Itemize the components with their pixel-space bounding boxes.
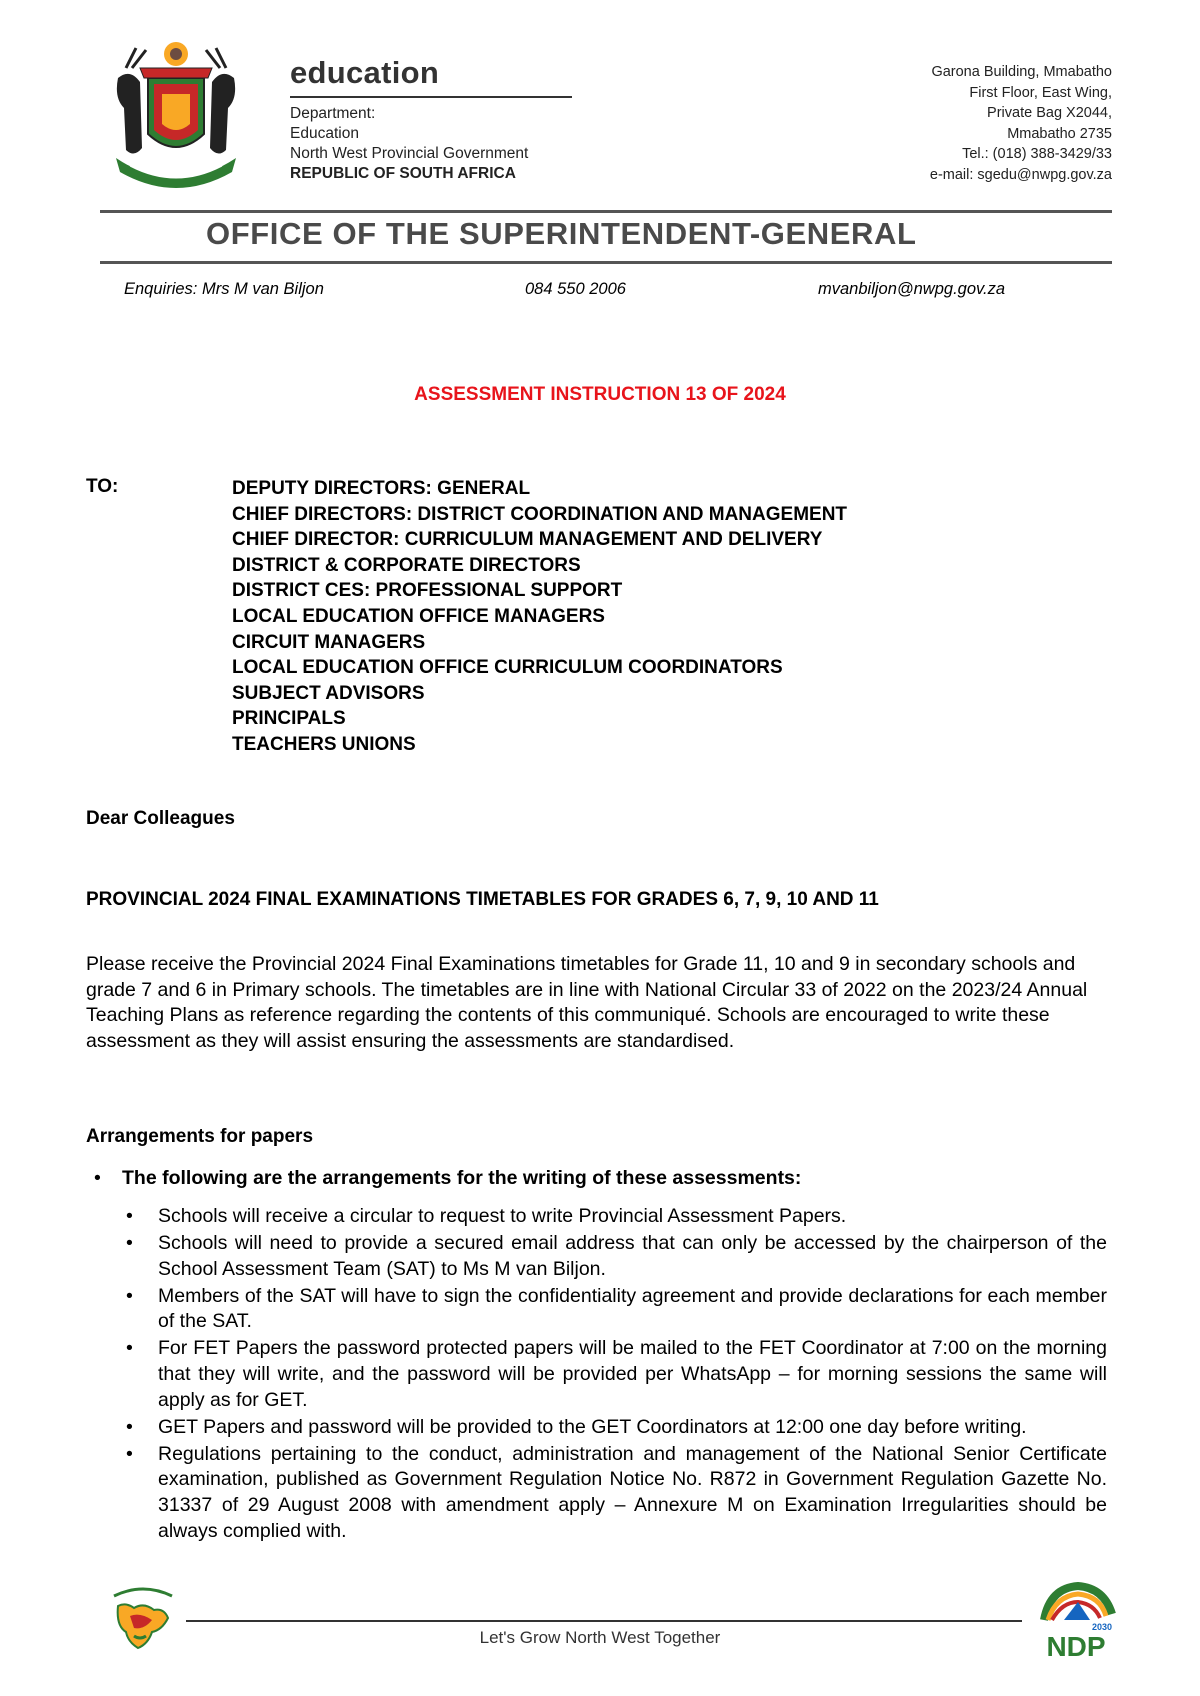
arrangement-item bbox=[122, 1442, 1107, 1544]
arrangement-text: Regulations pertaining to the conduct, administration and management of the National Senior Certificate examination, published as Government Regulation Notice No. R872 in Government Regulation Gazette No. 31337 of 29 August 2008 with amendment apply – Annexure M on Examination Irregularities should be always complied with. bbox=[158, 1442, 1107, 1542]
department-line: Education bbox=[290, 125, 359, 142]
bullet-glyph: • bbox=[126, 1337, 133, 1360]
address-line: Private Bag X2044, bbox=[987, 105, 1112, 121]
office-title: OFFICE OF THE SUPERINTENDENT-GENERAL bbox=[206, 216, 917, 251]
arrangement-text: For FET Papers the password protected papers will be mailed to the FET Coordinator at 7:00 on the morning that they will write, and the password will be provided per WhatsApp – for morning sessions the same will apply as for GET. bbox=[158, 1337, 1107, 1411]
department-title: education bbox=[290, 55, 440, 90]
recipient-item: LOCAL EDUCATION OFFICE MANAGERS bbox=[232, 605, 605, 627]
to-label: TO: bbox=[86, 476, 119, 497]
bullet-glyph: • bbox=[94, 1167, 101, 1189]
recipients-list bbox=[232, 476, 847, 758]
arrangement-item bbox=[122, 1231, 1107, 1282]
arrangement-text: Schools will need to provide a secured email address that can only be accessed by the chairperson of the School Assessment Team (SAT) to Ms M van Biljon. bbox=[158, 1232, 1107, 1280]
subject-heading: PROVINCIAL 2024 FINAL EXAMINATIONS TIMETABLES FOR GRADES 6, 7, 9, 10 AND 11 bbox=[86, 889, 879, 910]
department-country: REPUBLIC OF SOUTH AFRICA bbox=[290, 165, 516, 182]
arrangements-list bbox=[122, 1204, 1107, 1546]
recipient-item: SUBJECT ADVISORS bbox=[232, 682, 425, 704]
instruction-title: ASSESSMENT INSTRUCTION 13 OF 2024 bbox=[414, 384, 786, 405]
bullet-glyph: • bbox=[126, 1232, 133, 1255]
recipient-item: DISTRICT & CORPORATE DIRECTORS bbox=[232, 554, 581, 576]
ndp-2030-logo bbox=[1034, 1580, 1118, 1668]
address-line: First Floor, East Wing, bbox=[969, 84, 1112, 101]
arrangements-heading: Arrangements for papers bbox=[86, 1126, 314, 1147]
department-line: North West Provincial Government bbox=[290, 145, 529, 162]
address-email: e-mail: sgedu@nwpg.gov.za bbox=[929, 166, 1112, 183]
recipient-item: TEACHERS UNIONS bbox=[232, 733, 416, 755]
recipient-item: CIRCUIT MANAGERS bbox=[232, 631, 426, 653]
bullet-glyph: • bbox=[126, 1415, 133, 1438]
recipient-item: DISTRICT CES: PROFESSIONAL SUPPORT bbox=[232, 580, 623, 602]
enquiries-email: mvanbiljon@nwpg.gov.za bbox=[818, 280, 1006, 298]
arrangements-intro-item bbox=[86, 1166, 1106, 1192]
address-block bbox=[930, 62, 1112, 185]
address-line: Mmabatho 2735 bbox=[1007, 125, 1112, 142]
arrangement-item bbox=[122, 1336, 1107, 1413]
greeting: Dear Colleagues bbox=[86, 808, 235, 829]
recipient-item: LOCAL EDUCATION OFFICE CURRICULUM COORDINATORS bbox=[232, 657, 783, 679]
arrangement-item bbox=[122, 1415, 1107, 1441]
arrangement-text: GET Papers and password will be provided to the GET Coordinators at 12:00 one day before writing. bbox=[158, 1415, 1027, 1438]
address-phone: Tel.: (018) 388-3429/33 bbox=[962, 146, 1112, 162]
bullet-glyph: • bbox=[126, 1205, 133, 1227]
recipient-item: PRINCIPALS bbox=[232, 708, 346, 730]
recipient-item: CHIEF DIRECTOR: CURRICULUM MANAGEMENT AND DELIVERY bbox=[232, 529, 823, 551]
arrangement-item bbox=[122, 1284, 1107, 1335]
arrangements-intro: The following are the arrangements for the writing of these assessments: bbox=[122, 1167, 802, 1189]
bullet-glyph: • bbox=[126, 1442, 133, 1465]
department-rule bbox=[290, 96, 572, 98]
header-rule-top bbox=[100, 210, 1112, 213]
footer-slogan: Let's Grow North West Together bbox=[479, 1628, 721, 1647]
north-west-province-logo bbox=[104, 1582, 182, 1662]
arrangement-text: Schools will receive a circular to request to write Provincial Assessment Papers. bbox=[158, 1205, 847, 1227]
department-line: Department: bbox=[290, 105, 376, 122]
coat-of-arms-logo bbox=[96, 38, 256, 198]
bullet-glyph: • bbox=[126, 1284, 133, 1307]
ndp-logo-text: NDP bbox=[1046, 1631, 1106, 1662]
address-line: Garona Building, Mmabatho bbox=[931, 64, 1112, 80]
arrangement-text: Members of the SAT will have to sign the confidentiality agreement and provide declarations for each member of the SAT. bbox=[158, 1284, 1107, 1333]
enquiries-name: Enquiries: Mrs M van Biljon bbox=[124, 280, 324, 298]
header-rule-bottom bbox=[100, 261, 1112, 264]
enquiries-phone: 084 550 2006 bbox=[525, 280, 626, 298]
body-paragraph: Please receive the Provincial 2024 Final Examinations timetables for Grade 11, 10 and 9 in secondary schools and grade 7 and 6 in Primary schools. The timetables are in line with National Circular 33 of 2022 on the 2023/24 Annual Teaching Plans as reference regarding the contents of this communiqué. Schools are encouraged to write these assessment as they will assist ensuring the assessments are standardised. bbox=[86, 953, 1088, 1052]
department-block bbox=[290, 56, 570, 184]
recipient-item: CHIEF DIRECTORS: DISTRICT COORDINATION AND MANAGEMENT bbox=[232, 503, 848, 525]
arrangement-item bbox=[122, 1204, 1107, 1230]
ndp-logo-year: 2030 bbox=[1091, 1622, 1113, 1632]
recipient-item: DEPUTY DIRECTORS: GENERAL bbox=[232, 478, 531, 499]
footer-rule bbox=[186, 1620, 1022, 1622]
